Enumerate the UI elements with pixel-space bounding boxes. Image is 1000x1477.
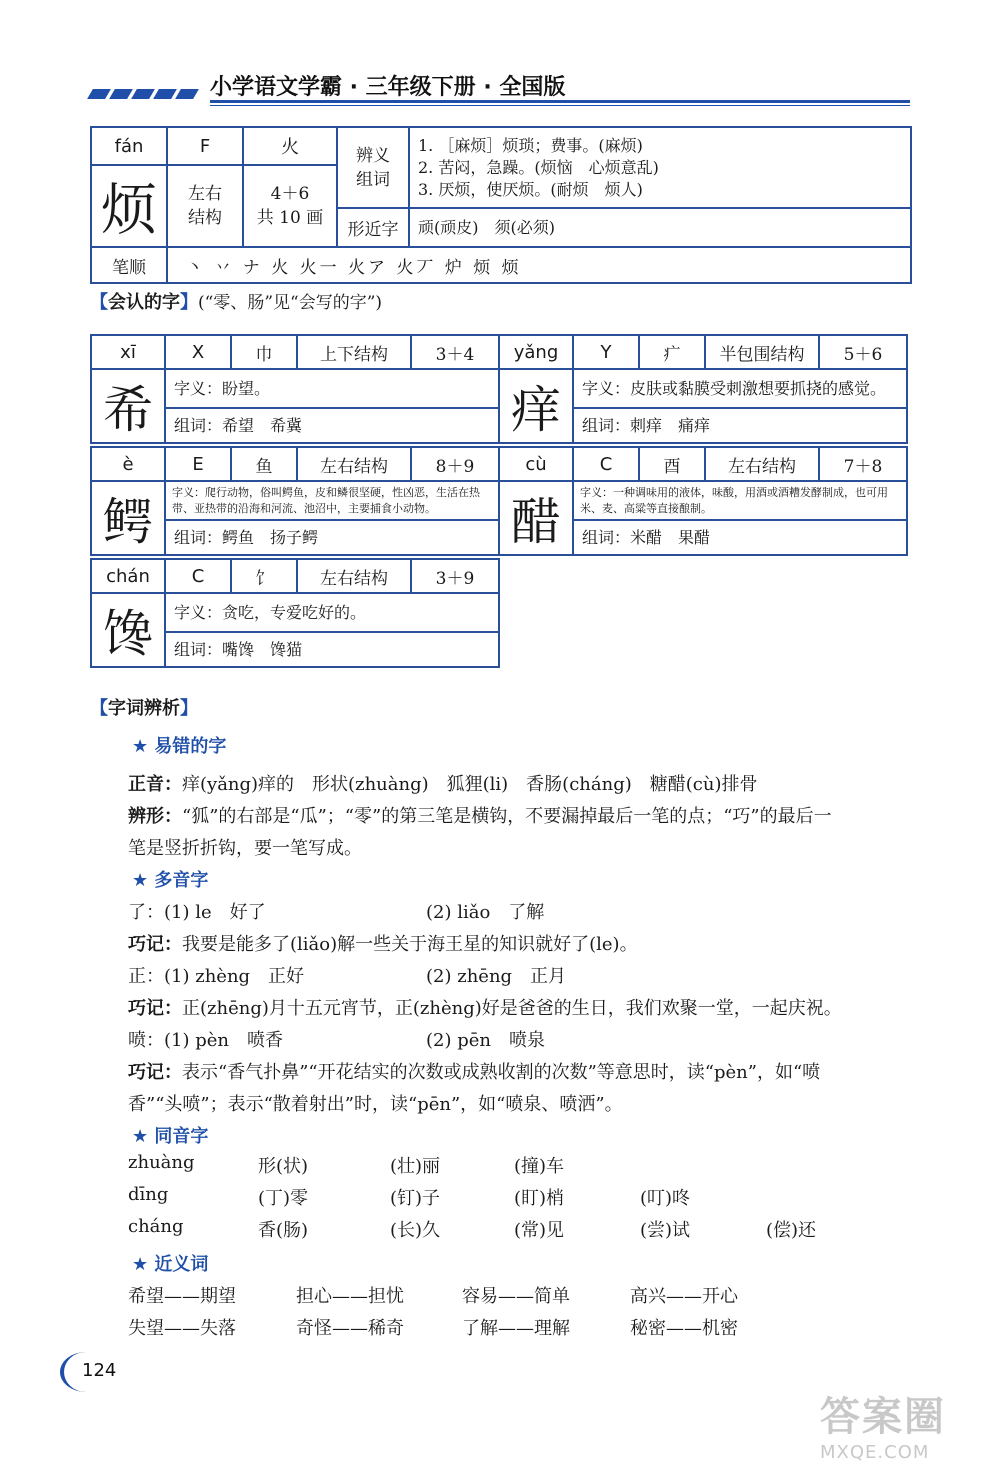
char-radical: 酉 (639, 447, 705, 481)
char-card-0 (90, 334, 500, 444)
pen-qiaoji-2: 香”“头喷”；表示“散着射出”时，读“pēn”，如“喷泉、喷洒”。 (128, 1094, 623, 1115)
char-strokes: 5＋6 (819, 335, 907, 369)
char-radical: 鱼 (231, 447, 297, 481)
jinyi-pair: 秘密——机密 (630, 1318, 738, 1339)
char-strokes: 8＋9 (411, 447, 499, 481)
fan-bishun: 丶 丷 ナ 火 火一 火ア 火丆 炉 烦 烦 (167, 247, 911, 283)
tongyin-cell: (偿)还 (766, 1220, 817, 1241)
char-pinyin: cù (499, 447, 573, 481)
fan-char-table (90, 126, 912, 284)
tongyin-cell: (丁)零 (258, 1188, 309, 1209)
fan-bishun-label: 笔顺 (91, 247, 167, 283)
char-letter: C (573, 447, 639, 481)
bianxing-line-1: 辨形：“狐”的右部是“瓜”；“零”的第三笔是横钩，不要漏掉最后一笔的点；“巧”的最后一 (128, 806, 832, 827)
char-card-4 (90, 558, 500, 668)
bianxing-line-2: 笔是竖折折钩，要一笔写成。 (128, 838, 362, 859)
pen-qiaoji-1: 巧记：表示“香气扑鼻”“开花结实的次数或成熟收割的次数”等意思时，读“pèn”，如“喷 (128, 1062, 821, 1083)
tongyin-cell: 形(状) (258, 1156, 309, 1177)
char-strokes: 3＋4 (411, 335, 499, 369)
char-big: 痒 (499, 369, 573, 443)
jinyi-pair: 高兴——开心 (630, 1286, 738, 1307)
header-decoration (90, 84, 210, 98)
watermark-logo: 答案圈 MXQE.COM (820, 1394, 946, 1463)
page-header (90, 70, 910, 106)
char-letter: E (165, 447, 231, 481)
tongyin-cell: (壮)丽 (390, 1156, 441, 1177)
jinyi-pair: 了解——理解 (462, 1318, 570, 1339)
fan-letter: F (167, 127, 243, 165)
tongyin-cell: dīng (128, 1184, 169, 1205)
jinyi-pair: 希望——期望 (128, 1286, 236, 1307)
zhengyin-line: 正音：痒(yǎng)痒的 形状(zhuàng) 狐狸(li) 香肠(cháng) 糖醋(cù)排骨 (128, 774, 758, 795)
header-title: 小学语文学霸 · 三年级下册 · 全国版 (210, 75, 566, 100)
char-big: 醋 (499, 481, 573, 555)
bianxi-heading: 【字词辨析】 (90, 698, 198, 719)
fan-big-char: 烦 (91, 165, 167, 247)
jinyi-pair: 担心——担忧 (296, 1286, 404, 1307)
char-card-1 (498, 334, 908, 444)
huiren-heading: 【会认的字】(“零、肠”见“会写的字”) (90, 292, 383, 313)
char-letter: Y (573, 335, 639, 369)
tongyin-cell: (盯)梢 (514, 1188, 565, 1209)
fan-radical: 火 (243, 127, 337, 165)
char-structure: 左右结构 (297, 447, 411, 481)
char-meaning: 字义：盼望。 (165, 369, 499, 408)
zheng-qiaoji: 巧记：正(zhēng)月十五元宵节，正(zhèng)好是爸爸的生日，我们欢聚一堂，一起庆祝。 (128, 998, 842, 1019)
pen-reading-2: (2) pēn 喷泉 (426, 1030, 545, 1051)
char-pinyin: xī (91, 335, 165, 369)
char-strokes: 3＋9 (411, 559, 499, 593)
le-qiaoji: 巧记：我要是能多了(liǎo)解一些关于海王星的知识就好了(le)。 (128, 934, 638, 955)
tongyin-cell: (叮)咚 (640, 1188, 691, 1209)
zheng-reading-2: (2) zhēng 正月 (426, 966, 567, 987)
fan-structure: 左右 结构 (167, 165, 243, 247)
char-words: 组词：希望 希冀 (165, 408, 499, 443)
tongyin-cell: (常)见 (514, 1220, 565, 1241)
yicuo-heading: ★ 易错的字 (132, 736, 227, 757)
jinyi-pair: 容易——简单 (462, 1286, 570, 1307)
char-radical: 饣 (231, 559, 297, 593)
char-meaning: 字义：皮肤或黏膜受刺激想要抓挠的感觉。 (573, 369, 907, 408)
tongyin-cell: 香(肠) (258, 1220, 309, 1241)
fan-definitions: 1. ［麻烦］烦琐；费事。(麻烦) 2. 苦闷，急躁。(烦恼 心烦意乱) 3. 厌烦，使厌烦。(耐烦 烦人) (409, 127, 911, 208)
fan-xjz: 顽(顽皮) 须(必须) (409, 208, 911, 247)
jinyi-pair: 奇怪——稀奇 (296, 1318, 404, 1339)
fan-strokes: 4＋6 共 10 画 (243, 165, 337, 247)
tongyin-cell: (尝)试 (640, 1220, 691, 1241)
tongyin-cell: zhuàng (128, 1152, 195, 1173)
tongyin-cell: (撞)车 (514, 1156, 565, 1177)
char-meaning: 字义：爬行动物，俗叫鳄鱼，皮和鳞很坚硬，性凶恶，生活在热带、亚热带的沿海和河流、池沼中，主要捕食小动物。 (165, 481, 499, 520)
char-structure: 半包围结构 (705, 335, 819, 369)
fan-bianyi-label: 辨义 组词 (337, 127, 409, 208)
fan-xjz-label: 形近字 (337, 208, 409, 247)
char-meaning: 字义：一种调味用的液体，味酸，用酒或酒糟发酵制成，也可用米、麦、高粱等直接酿制。 (573, 481, 907, 520)
char-card-3 (498, 446, 908, 556)
char-strokes: 7＋8 (819, 447, 907, 481)
char-pinyin: chán (91, 559, 165, 593)
char-radical: 巾 (231, 335, 297, 369)
char-structure: 左右结构 (297, 559, 411, 593)
tongyin-cell: cháng (128, 1216, 184, 1237)
duoyin-heading: ★ 多音字 (132, 870, 209, 891)
fan-pinyin: fán (91, 127, 167, 165)
char-pinyin: yǎng (499, 335, 573, 369)
tongyin-cell: (长)久 (390, 1220, 441, 1241)
char-letter: C (165, 559, 231, 593)
pen-reading-1: 喷：(1) pèn 喷香 (128, 1030, 283, 1051)
tongyin-cell: (钉)子 (390, 1188, 441, 1209)
char-radical: 疒 (639, 335, 705, 369)
char-words: 组词：刺痒 痛痒 (573, 408, 907, 443)
char-big: 馋 (91, 593, 165, 667)
tongyin-heading: ★ 同音字 (132, 1126, 209, 1147)
zheng-reading-1: 正：(1) zhèng 正好 (128, 966, 305, 987)
char-words: 组词：鳄鱼 扬子鳄 (165, 520, 499, 555)
char-card-2 (90, 446, 500, 556)
char-structure: 左右结构 (705, 447, 819, 481)
le-reading-2: (2) liǎo 了解 (426, 902, 545, 923)
jinyi-heading: ★ 近义词 (132, 1254, 209, 1275)
char-meaning: 字义：贪吃，专爱吃好的。 (165, 593, 499, 632)
char-letter: X (165, 335, 231, 369)
char-big: 鳄 (91, 481, 165, 555)
char-words: 组词：米醋 果醋 (573, 520, 907, 555)
jinyi-pair: 失望——失落 (128, 1318, 236, 1339)
le-reading-1: 了：(1) le 好了 (128, 902, 266, 923)
char-pinyin: è (91, 447, 165, 481)
char-big: 希 (91, 369, 165, 443)
char-structure: 上下结构 (297, 335, 411, 369)
char-words: 组词：嘴馋 馋猫 (165, 632, 499, 667)
page-number: 124 (60, 1352, 120, 1392)
